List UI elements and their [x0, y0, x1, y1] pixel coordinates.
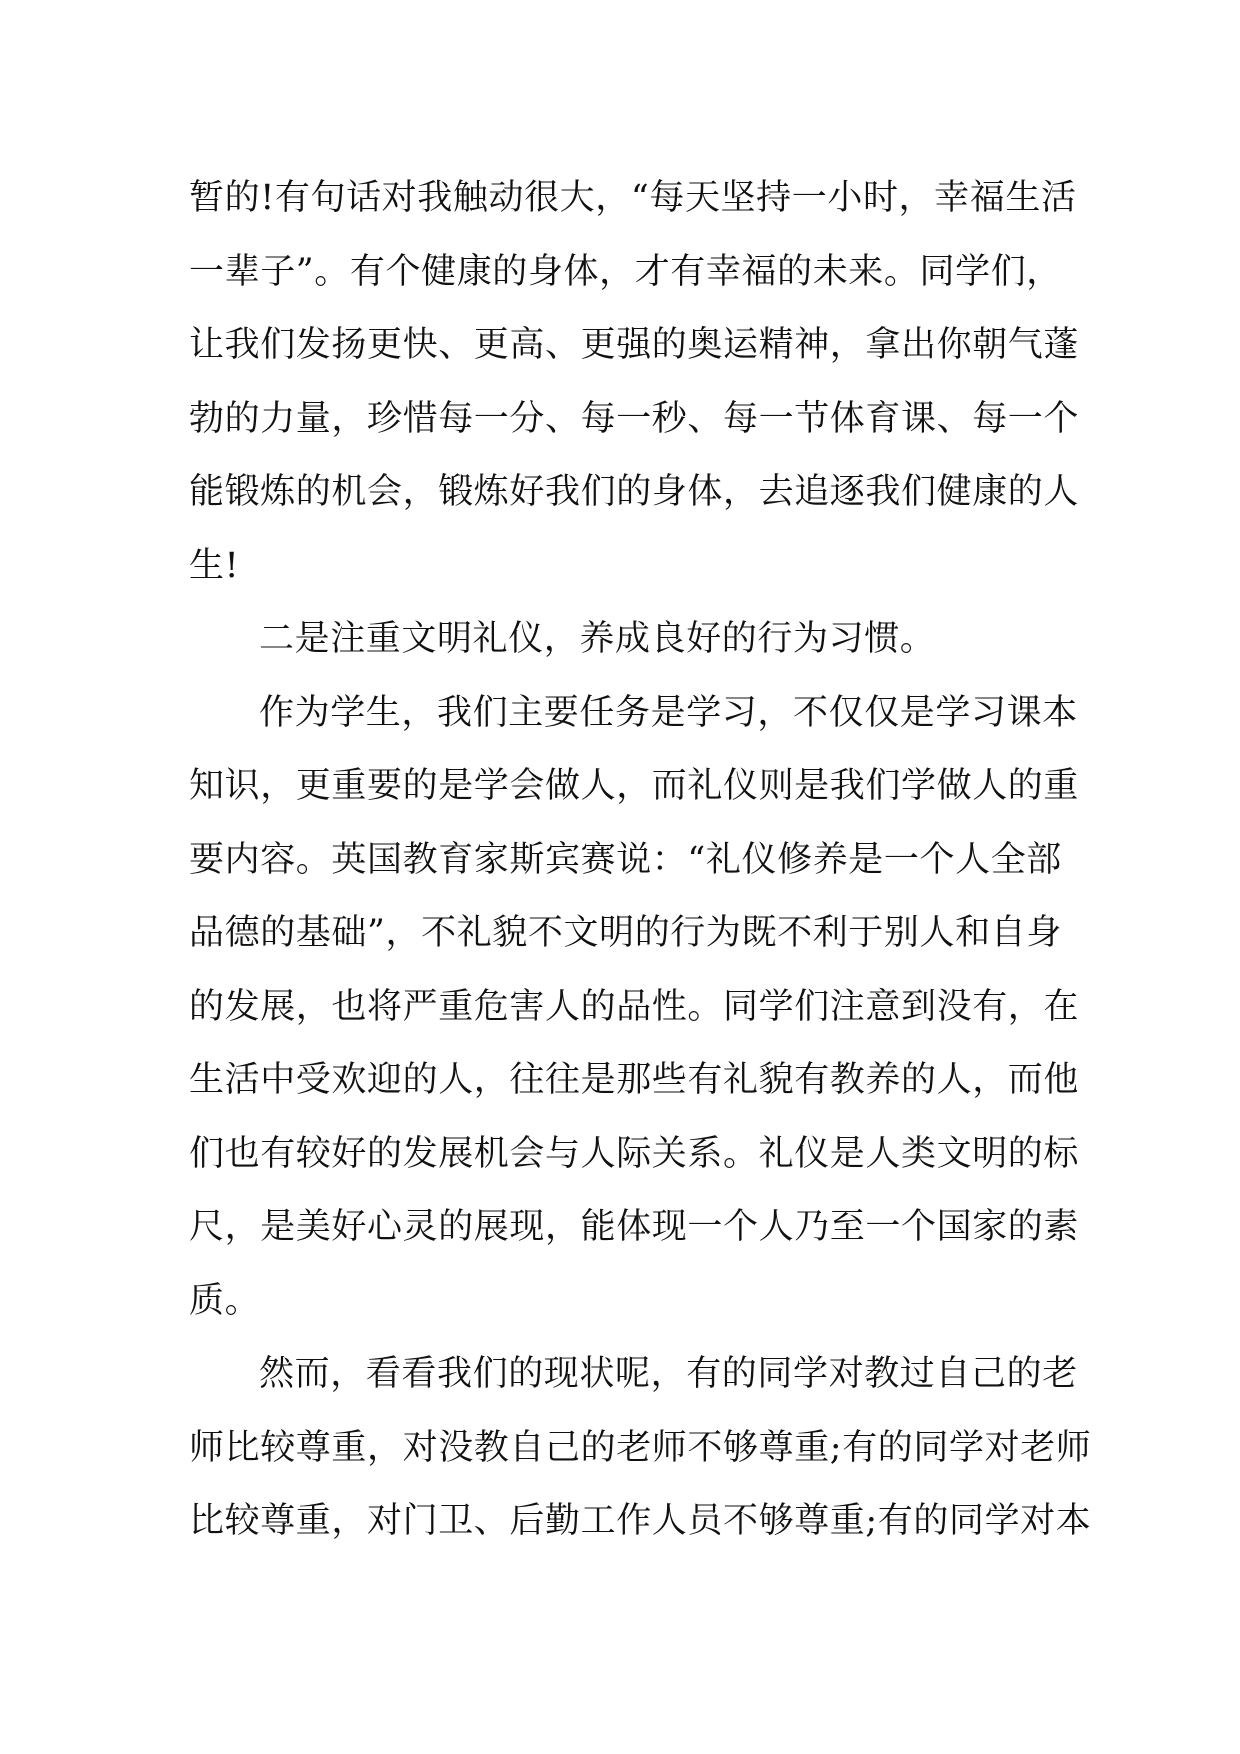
text-line: 知识，更重要的是学会做人，而礼仪则是我们学做人的重 [189, 766, 1080, 806]
text-line: 一辈子”。有个健康的身体，才有幸福的未来。同学们， [189, 251, 1062, 292]
text-line: 生活中受欢迎的人，往往是那些有礼貌有教养的人，而他 [189, 1060, 1080, 1100]
text-line: 生! [189, 545, 240, 586]
text-line: 质。 [189, 1280, 261, 1321]
document-body-text [189, 162, 1092, 1559]
text-line: 的发展，也将严重危害人的品性。同学们注意到没有，在 [189, 986, 1080, 1027]
text-line: 能锻炼的机会，锻炼好我们的身体，去追逐我们健康的人 [189, 472, 1080, 512]
text-line: 作为学生，我们主要任务是学习，不仅仅是学习课本 [259, 692, 1078, 733]
text-line: 二是注重文明礼仪，养成良好的行为习惯。 [259, 619, 936, 659]
text-line: 暂的!有句话对我触动很大，“每天坚持一小时，幸福生活 [189, 178, 1077, 218]
text-line: 品德的基础”，不礼貌不文明的行为既不利于别人和自身 [189, 913, 1062, 953]
text-line: 让我们发扬更快、更高、更强的奥运精神，拿出你朝气蓬 [189, 325, 1080, 365]
text-line: 们也有较好的发展机会与人际关系。礼仪是人类文明的标 [189, 1133, 1080, 1174]
text-line: 要内容。英国教育家斯宾赛说：“礼仪修养是一个人全部 [189, 839, 1062, 880]
text-line: 勃的力量，珍惜每一分、每一秒、每一节体育课、每一个 [189, 398, 1080, 439]
text-line: 尺，是美好心灵的展现，能体现一个人乃至一个国家的素 [189, 1207, 1080, 1247]
text-line: 师比较尊重，对没教自己的老师不够尊重;有的同学对老师 [189, 1427, 1092, 1468]
text-line: 比较尊重，对门卫、后勤工作人员不够尊重;有的同学对本 [189, 1501, 1092, 1541]
text-line: 然而，看看我们的现状呢，有的同学对教过自己的老 [259, 1354, 1078, 1394]
